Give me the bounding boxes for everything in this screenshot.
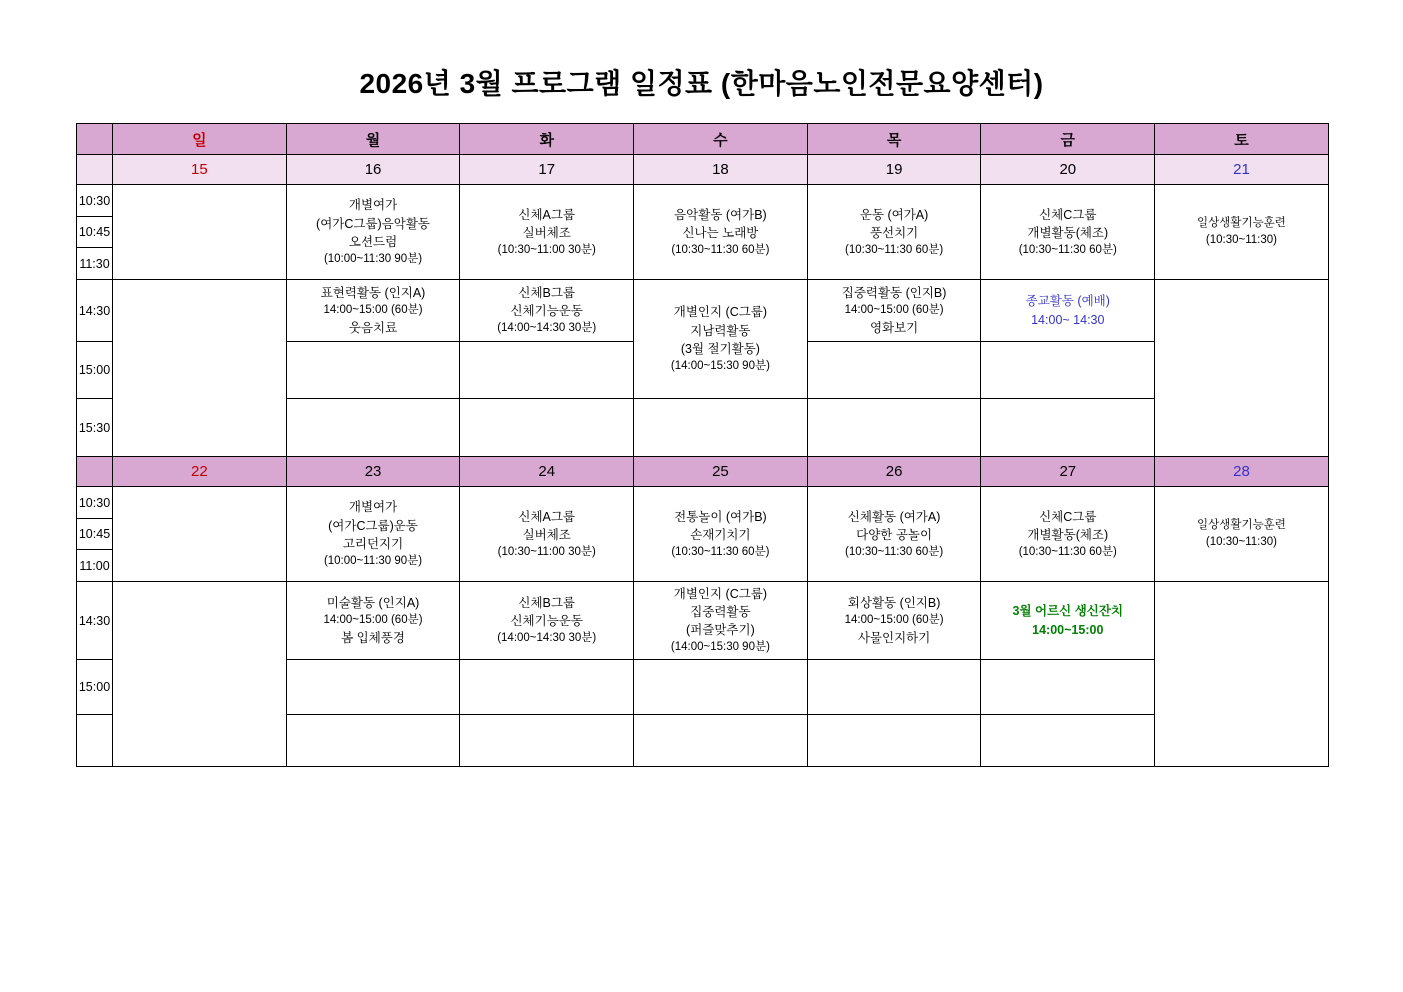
cell-w2-fri-1500 bbox=[981, 660, 1155, 715]
date-19: 19 bbox=[807, 155, 981, 185]
cell-w1-fri-afternoon bbox=[981, 280, 1155, 342]
cell-line: 개별활동(체조) bbox=[1027, 225, 1109, 240]
cell-line: 신체활동 (여가A) bbox=[847, 509, 941, 524]
cell-line: 신나는 노래방 bbox=[682, 225, 759, 240]
cell-line: 손재기치기 bbox=[690, 527, 751, 542]
cell-line: 지남력활동 bbox=[690, 323, 751, 338]
date-row-corner bbox=[77, 155, 113, 185]
cell-w2-fri-afternoon bbox=[981, 582, 1155, 660]
cell-w2-sat-morning bbox=[1155, 487, 1329, 582]
cell-line: 14:00~15:00 (60분) bbox=[844, 614, 944, 627]
cell-line: (퍼즐맞추기) bbox=[686, 623, 755, 638]
header-corner bbox=[77, 124, 113, 155]
cell-line: 표현력활동 (인지A) bbox=[320, 286, 426, 301]
cell-line: 다양한 공놀이 bbox=[856, 527, 933, 542]
cell-line: 개별인지 (C그룹) bbox=[673, 587, 768, 601]
cell-line: (10:30~11:30 60분) bbox=[1018, 545, 1117, 558]
cell-line: (10:30~11:30) bbox=[1205, 536, 1277, 548]
header-day-tue: 화 bbox=[460, 124, 634, 155]
cell-line: 신체B그룹 bbox=[518, 596, 576, 611]
header-day-mon: 월 bbox=[286, 124, 460, 155]
cell-w2-sun-morning bbox=[113, 487, 287, 582]
cell-line: 오션드럼 bbox=[348, 234, 398, 249]
time-label-1530: 15:30 bbox=[77, 399, 113, 457]
cell-line: (10:30~11:30 60분) bbox=[845, 243, 944, 256]
cell-w2-mon-afternoon bbox=[286, 582, 460, 660]
time-label-w2-1045: 10:45 bbox=[77, 519, 113, 550]
cell-w2-tue-morning bbox=[460, 487, 634, 582]
cell-line: 신체기능운동 bbox=[510, 614, 583, 629]
time-label-1130: 11:30 bbox=[77, 248, 113, 280]
cell-line: 개별인지 (C그룹) bbox=[673, 305, 768, 320]
time-label-w2-1500: 15:00 bbox=[77, 660, 113, 715]
slot-row-w2-1030 bbox=[77, 487, 1329, 519]
slot-row-w1-1030 bbox=[77, 185, 1329, 217]
cell-w1-mon-1530 bbox=[286, 399, 460, 457]
date-row-week2 bbox=[77, 457, 1329, 487]
cell-w1-mon-afternoon bbox=[286, 280, 460, 342]
cell-w2-sun-afternoon bbox=[113, 582, 287, 767]
cell-w1-fri-1530 bbox=[981, 399, 1155, 457]
header-day-wed: 수 bbox=[634, 124, 808, 155]
date-27: 27 bbox=[981, 457, 1155, 487]
date-row-week1 bbox=[77, 155, 1329, 185]
cell-line: (10:30~11:30 60분) bbox=[1018, 243, 1117, 256]
date-17: 17 bbox=[460, 155, 634, 185]
cell-w2-sat-afternoon bbox=[1155, 582, 1329, 767]
cell-w1-thu-morning bbox=[807, 185, 981, 280]
time-label-w2-1430: 14:30 bbox=[77, 582, 113, 660]
date-row-corner-2 bbox=[77, 457, 113, 487]
cell-w2-wed-last bbox=[634, 715, 808, 767]
cell-w2-thu-1500 bbox=[807, 660, 981, 715]
cell-line: 실버체조 bbox=[522, 527, 571, 542]
cell-w1-mon-morning bbox=[286, 185, 460, 280]
cell-w2-mon-1500 bbox=[286, 660, 460, 715]
schedule-table bbox=[76, 123, 1329, 767]
cell-w1-thu-1500 bbox=[807, 342, 981, 399]
cell-line: 신체C그룹 bbox=[1039, 207, 1097, 222]
cell-w1-wed-1530 bbox=[634, 399, 808, 457]
cell-w2-fri-last bbox=[981, 715, 1155, 767]
cell-w1-thu-1530 bbox=[807, 399, 981, 457]
cell-line: 고리던지기 bbox=[342, 536, 404, 551]
cell-w1-sat-morning bbox=[1155, 185, 1329, 280]
cell-line: 전통놀이 (여가B) bbox=[674, 509, 767, 524]
cell-line: 14:00~15:00 (60분) bbox=[844, 304, 944, 317]
cell-w2-fri-morning bbox=[981, 487, 1155, 582]
cell-line: 신체A그룹 bbox=[518, 207, 576, 222]
cell-line: 운동 (여가A) bbox=[859, 207, 929, 222]
cell-line: 음악활동 (여가B) bbox=[674, 207, 767, 222]
cell-line: 신체C그룹 bbox=[1039, 509, 1097, 524]
cell-line: 봄 입체풍경 bbox=[341, 630, 405, 645]
date-28: 28 bbox=[1155, 457, 1329, 487]
cell-line: 집중력활동 bbox=[690, 605, 751, 620]
date-22: 22 bbox=[113, 457, 287, 487]
date-21: 21 bbox=[1155, 155, 1329, 185]
cell-w2-tue-last bbox=[460, 715, 634, 767]
time-label-w2-1100: 11:00 bbox=[77, 550, 113, 582]
date-23: 23 bbox=[286, 457, 460, 487]
cell-w2-wed-afternoon bbox=[634, 582, 808, 660]
cell-w1-sun-morning bbox=[113, 185, 287, 280]
cell-w1-tue-afternoon bbox=[460, 280, 634, 342]
cell-line: 개별여가 bbox=[348, 500, 398, 515]
cell-line: 14:00~15:00 (60분) bbox=[323, 614, 423, 627]
cell-line: (14:00~14:30 30분) bbox=[497, 322, 597, 335]
time-label-1030: 10:30 bbox=[77, 185, 113, 217]
cell-line: 집중력활동 (인지B) bbox=[841, 286, 947, 301]
cell-line: 미술활동 (인지A) bbox=[326, 596, 420, 611]
cell-line: 신체A그룹 bbox=[518, 509, 576, 524]
cell-line: 개별활동(체조) bbox=[1027, 527, 1109, 542]
cell-line: 14:00~ 14:30 bbox=[1031, 312, 1105, 327]
cell-line: (10:00~11:30 90분) bbox=[323, 554, 423, 567]
cell-line: (10:30~11:30 60분) bbox=[671, 545, 770, 558]
cell-w1-mon-1500 bbox=[286, 342, 460, 399]
cell-w1-thu-afternoon bbox=[807, 280, 981, 342]
cell-line: 일상생활기능훈련 bbox=[1197, 519, 1286, 532]
cell-line: (10:30~11:30 60분) bbox=[845, 545, 944, 558]
slot-row-w2-1430 bbox=[77, 582, 1329, 660]
cell-line: (여가C그룹)음악활동 bbox=[316, 216, 430, 231]
cell-line: 신체B그룹 bbox=[518, 286, 576, 301]
cell-w2-wed-morning bbox=[634, 487, 808, 582]
cell-w1-tue-1500 bbox=[460, 342, 634, 399]
cell-w1-sat-afternoon bbox=[1155, 280, 1329, 457]
cell-w2-mon-last bbox=[286, 715, 460, 767]
time-label-1045: 10:45 bbox=[77, 217, 113, 248]
cell-line: 일상생활기능훈련 bbox=[1197, 217, 1286, 230]
date-24: 24 bbox=[460, 457, 634, 487]
date-18: 18 bbox=[634, 155, 808, 185]
cell-w1-wed-afternoon bbox=[634, 280, 808, 399]
cell-w2-thu-morning bbox=[807, 487, 981, 582]
cell-w2-mon-morning bbox=[286, 487, 460, 582]
time-label-w2-1030: 10:30 bbox=[77, 487, 113, 519]
table-header-row bbox=[77, 124, 1329, 155]
cell-line: (10:30~11:00 30분) bbox=[497, 243, 596, 256]
cell-line: 3월 어르신 생신잔치 bbox=[1012, 604, 1124, 619]
cell-line: 14:00~15:00 (60분) bbox=[323, 304, 423, 317]
cell-w1-wed-morning bbox=[634, 185, 808, 280]
cell-line: (14:00~15:30 90분) bbox=[670, 359, 770, 372]
date-20: 20 bbox=[981, 155, 1155, 185]
header-day-fri: 금 bbox=[981, 124, 1155, 155]
cell-w1-sun-afternoon bbox=[113, 280, 287, 457]
cell-line: 사물인지하기 bbox=[857, 630, 931, 645]
cell-line: 신체기능운동 bbox=[510, 304, 583, 319]
cell-line: (14:00~15:30 90분) bbox=[670, 641, 770, 654]
date-25: 25 bbox=[634, 457, 808, 487]
slot-row-w1-1430 bbox=[77, 280, 1329, 342]
cell-w2-tue-1500 bbox=[460, 660, 634, 715]
cell-w2-thu-afternoon bbox=[807, 582, 981, 660]
cell-w1-fri-morning bbox=[981, 185, 1155, 280]
cell-line: (14:00~14:30 30분) bbox=[497, 632, 597, 645]
cell-line: 웃음치료 bbox=[348, 320, 398, 335]
cell-w1-tue-morning bbox=[460, 185, 634, 280]
cell-line: (10:30~11:30) bbox=[1205, 234, 1277, 246]
cell-line: (3월 절기활동) bbox=[680, 341, 760, 356]
cell-line: 실버체조 bbox=[522, 225, 571, 240]
cell-w1-tue-1530 bbox=[460, 399, 634, 457]
cell-line: (10:00~11:30 90분) bbox=[323, 252, 423, 265]
time-label-1500: 15:00 bbox=[77, 342, 113, 399]
cell-line: 영화보기 bbox=[869, 320, 919, 335]
cell-w2-wed-1500 bbox=[634, 660, 808, 715]
cell-line: (10:30~11:30 60분) bbox=[671, 243, 770, 256]
time-label-1430: 14:30 bbox=[77, 280, 113, 342]
cell-line: 회상활동 (인지B) bbox=[847, 596, 941, 611]
header-day-thu: 목 bbox=[807, 124, 981, 155]
cell-line: 풍선치기 bbox=[869, 225, 919, 240]
time-label-w2-empty bbox=[77, 715, 113, 767]
header-day-sun: 일 bbox=[113, 124, 287, 155]
date-26: 26 bbox=[807, 457, 981, 487]
cell-line: (10:30~11:00 30분) bbox=[497, 545, 596, 558]
cell-line: 개별여가 bbox=[348, 198, 398, 213]
cell-line: 14:00~15:00 bbox=[1032, 622, 1104, 637]
cell-line: 종교활동 (예배) bbox=[1025, 294, 1110, 309]
cell-w1-fri-1500 bbox=[981, 342, 1155, 399]
page-title: 2026년 3월 프로그램 일정표 (한마음노인전문요양센터) bbox=[359, 68, 1044, 99]
date-16: 16 bbox=[286, 155, 460, 185]
header-day-sat: 토 bbox=[1155, 124, 1329, 155]
cell-line: (여가C그룹)운동 bbox=[328, 518, 418, 533]
cell-w2-thu-last bbox=[807, 715, 981, 767]
cell-w2-tue-afternoon bbox=[460, 582, 634, 660]
date-15: 15 bbox=[113, 155, 287, 185]
